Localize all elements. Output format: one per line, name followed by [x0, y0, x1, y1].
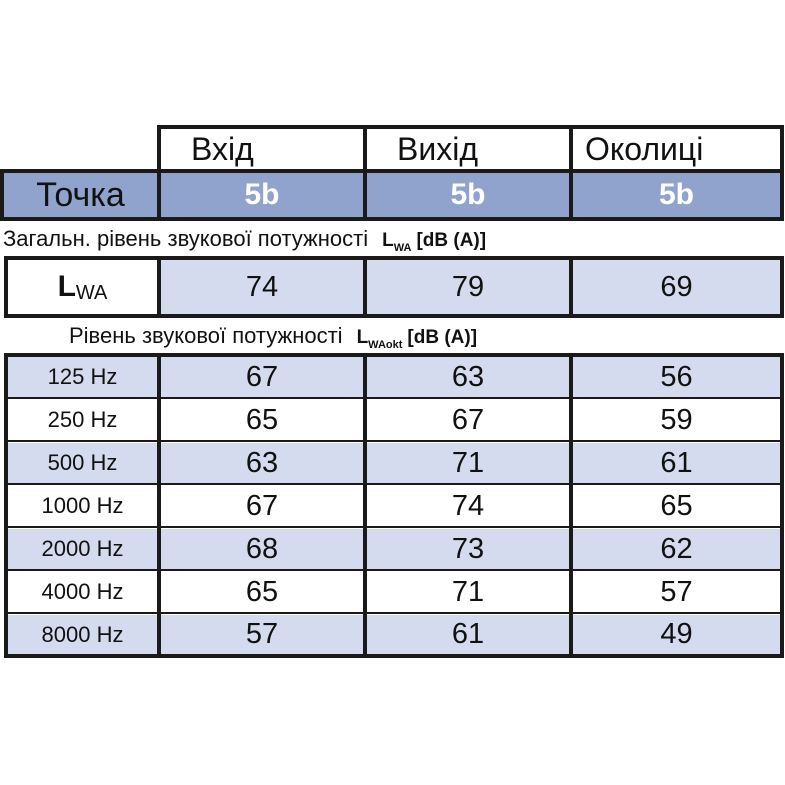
- row-divider: [8, 440, 780, 442]
- overall-caption-symbol: L: [382, 230, 394, 251]
- point-value-surroundings: 5b: [658, 178, 694, 211]
- overall-caption-subscript: WA: [393, 242, 412, 254]
- value-inlet: 68: [245, 532, 279, 565]
- divider: [363, 353, 367, 658]
- freq-label: 250 Hz: [47, 407, 118, 432]
- octave-caption-symbol: L: [356, 327, 369, 348]
- overall-symbol: L: [57, 270, 76, 303]
- value-surroundings: 49: [660, 618, 693, 650]
- freq-label: 500 Hz: [47, 450, 118, 475]
- freq-label: 8000 Hz: [41, 621, 124, 647]
- divider: [157, 353, 161, 658]
- value-surroundings: 59: [660, 403, 693, 436]
- point-value-inlet: 5b: [244, 178, 280, 211]
- freq-label: 2000 Hz: [41, 536, 124, 561]
- overall-caption-unit: [dB (A)]: [416, 230, 487, 251]
- value-inlet: 65: [245, 403, 279, 436]
- overall-value-surroundings: 69: [573, 260, 780, 314]
- octave-caption-subscript: WAokt: [368, 339, 403, 351]
- overall-value-inlet: 74: [161, 260, 363, 314]
- column-header-outlet: Вихід: [397, 130, 478, 167]
- value-outlet: 71: [451, 446, 485, 479]
- value-inlet: 67: [245, 489, 279, 522]
- overall-caption: [3, 226, 486, 252]
- value-surroundings: 61: [660, 446, 693, 479]
- divider: [157, 169, 161, 221]
- value-outlet: 61: [451, 618, 485, 650]
- value-surroundings: 62: [660, 532, 693, 565]
- point-value-outlet: 5b: [450, 178, 486, 211]
- overall-subscript: WA: [75, 281, 108, 304]
- divider: [569, 256, 573, 318]
- overall-value-outlet: 79: [367, 260, 569, 314]
- value-outlet: 73: [451, 532, 485, 565]
- row-divider: [8, 526, 780, 528]
- divider: [569, 353, 573, 658]
- value-surroundings: 65: [660, 489, 693, 522]
- octave-caption-text: Рівень звукової потужності: [69, 323, 343, 348]
- column-header-surroundings: Околиці: [585, 130, 704, 167]
- column-header-inlet: Вхід: [191, 130, 254, 167]
- value-outlet: 63: [451, 360, 485, 393]
- freq-label: 125 Hz: [47, 364, 118, 389]
- overall-row-label: [8, 260, 157, 314]
- overall-caption-text: Загальн. рівень звукової потужності: [3, 226, 369, 251]
- divider: [363, 125, 367, 221]
- octave-caption-unit: [dB (A)]: [407, 327, 478, 348]
- value-inlet: 57: [245, 618, 279, 650]
- freq-label: 4000 Hz: [41, 579, 124, 604]
- divider: [569, 125, 573, 221]
- value-inlet: 67: [245, 360, 279, 393]
- value-outlet: 71: [451, 575, 485, 608]
- point-row-label: Точка: [36, 175, 125, 214]
- value-outlet: 67: [451, 403, 485, 436]
- value-surroundings: 56: [660, 360, 693, 393]
- row-divider: [8, 569, 780, 571]
- row-divider: [8, 483, 780, 485]
- value-inlet: 65: [245, 575, 279, 608]
- value-inlet: 63: [245, 446, 279, 479]
- freq-label: 1000 Hz: [41, 493, 124, 518]
- divider: [157, 256, 161, 318]
- value-surroundings: 57: [660, 575, 693, 608]
- octave-caption: [69, 323, 477, 349]
- value-outlet: 74: [451, 489, 485, 522]
- row-divider: [8, 397, 780, 399]
- divider: [363, 256, 367, 318]
- row-divider: [8, 612, 780, 614]
